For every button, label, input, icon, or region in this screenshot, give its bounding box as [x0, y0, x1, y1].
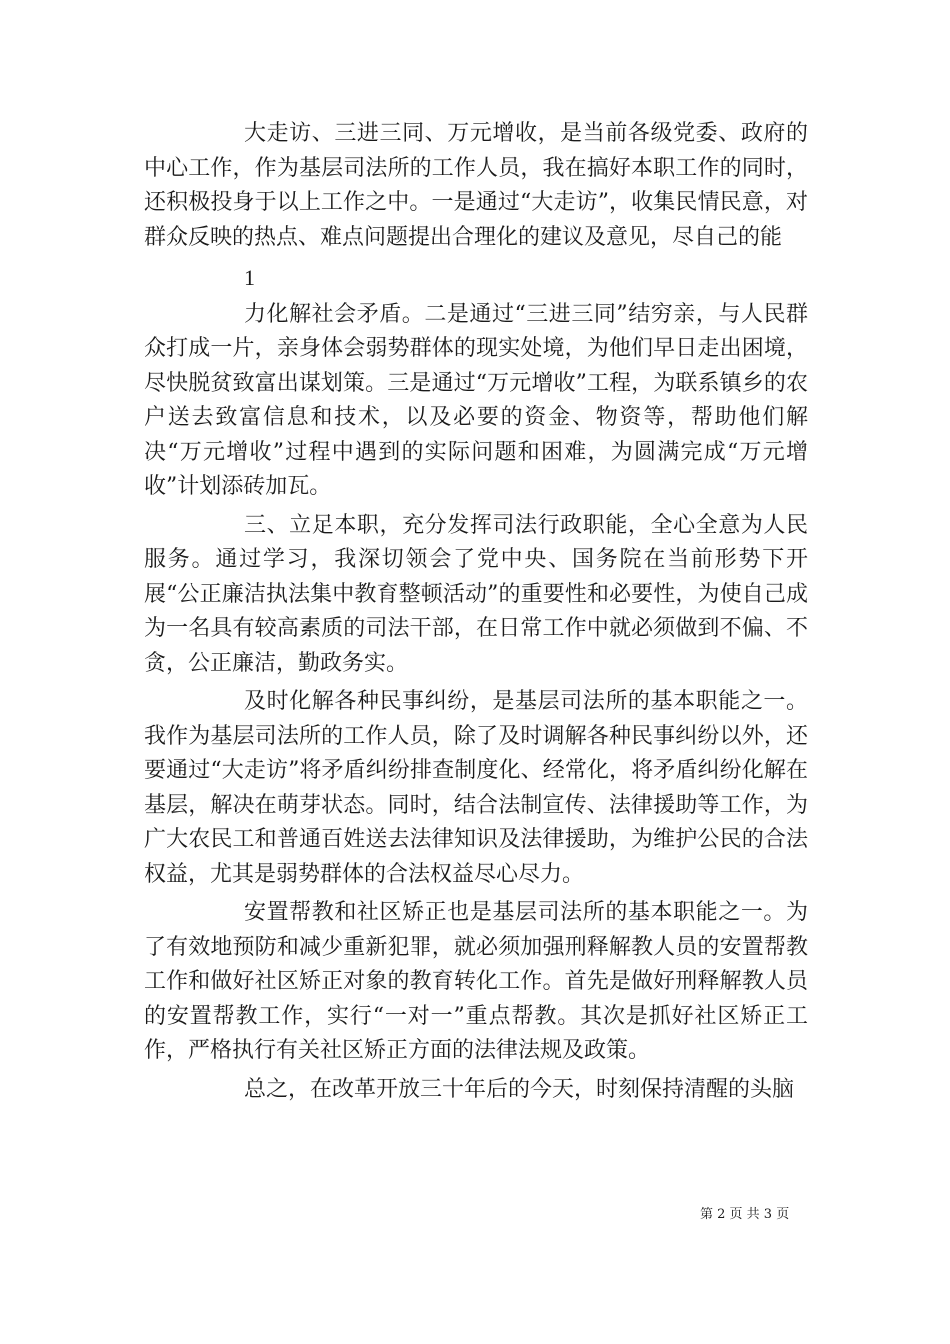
inline-page-number: 1 — [244, 265, 255, 290]
paragraph-conclusion: 总之，在改革开放三十年后的今天，时刻保持清醒的头脑 — [244, 1076, 795, 1102]
paragraph-resettlement: 安置帮教和社区矫正也是基层司法所的基本职能之一。为了有效地预防和减少重新犯罪，就必须加强刑释解教人员的安置帮教工作和做好社区矫正对象的教育转化工作。首先是做好刑释解教人员的安置帮教工作，实行“一对一”重点帮教。其次是抓好社区矫正工作，严格执行有关社区矫正方面的法律法规及政策。 — [144, 900, 808, 1063]
paragraph-section-three: 三、立足本职，充分发挥司法行政职能，全心全意为人民服务。通过学习，我深切领会了党中央、国务院在当前形势下开展“公正廉洁执法集中教育整顿活动”的重要性和必要性，为使自己成为一名具有较高素质的司法干部，在日常工作中就必须做到不偏、不贪，公正廉洁，勤政务实。 — [144, 512, 808, 676]
paragraph-resolve-conflicts: 力化解社会矛盾。二是通过“三进三同”结穷亲，与人民群众打成一片，亲身体会弱势群体的现实处境，为他们早日走出困境，尽快脱贫致富出谋划策。三是通过“万元增收”工程，为联系镇乡的农户送去致富信息和技术，以及必要的资金、物资等，帮助他们解决“万元增收”过程中遇到的实际问题和困难，为圆满完成“万元增收”计划添砖加瓦。 — [144, 301, 808, 499]
page-footer: 第 2 页 共 3 页 — [700, 1207, 790, 1222]
document-body — [144, 117, 808, 1107]
paragraph-work-intro: 大走访、三进三同、万元增收，是当前各级党委、政府的中心工作，作为基层司法所的工作人员，我在搞好本职工作的同时，还积极投身于以上工作之中。一是通过“大走访”，收集民情民意，对群众反映的热点、难点问题提出合理化的建议及意见，尽自己的能 — [144, 121, 808, 250]
paragraph-civil-disputes: 及时化解各种民事纠纷，是基层司法所的基本职能之一。我作为基层司法所的工作人员，除了及时调解各种民事纠纷以外，还要通过“大走访”将矛盾纠纷排查制度化、经常化，将矛盾纠纷化解在基层，解决在萌芽状态。同时，结合法制宣传、法律援助等工作，为广大农民工和普通百姓送去法律知识及法律援助，为维护公民的合法权益，尤其是弱势群体的合法权益尽心尽力。 — [144, 689, 808, 887]
